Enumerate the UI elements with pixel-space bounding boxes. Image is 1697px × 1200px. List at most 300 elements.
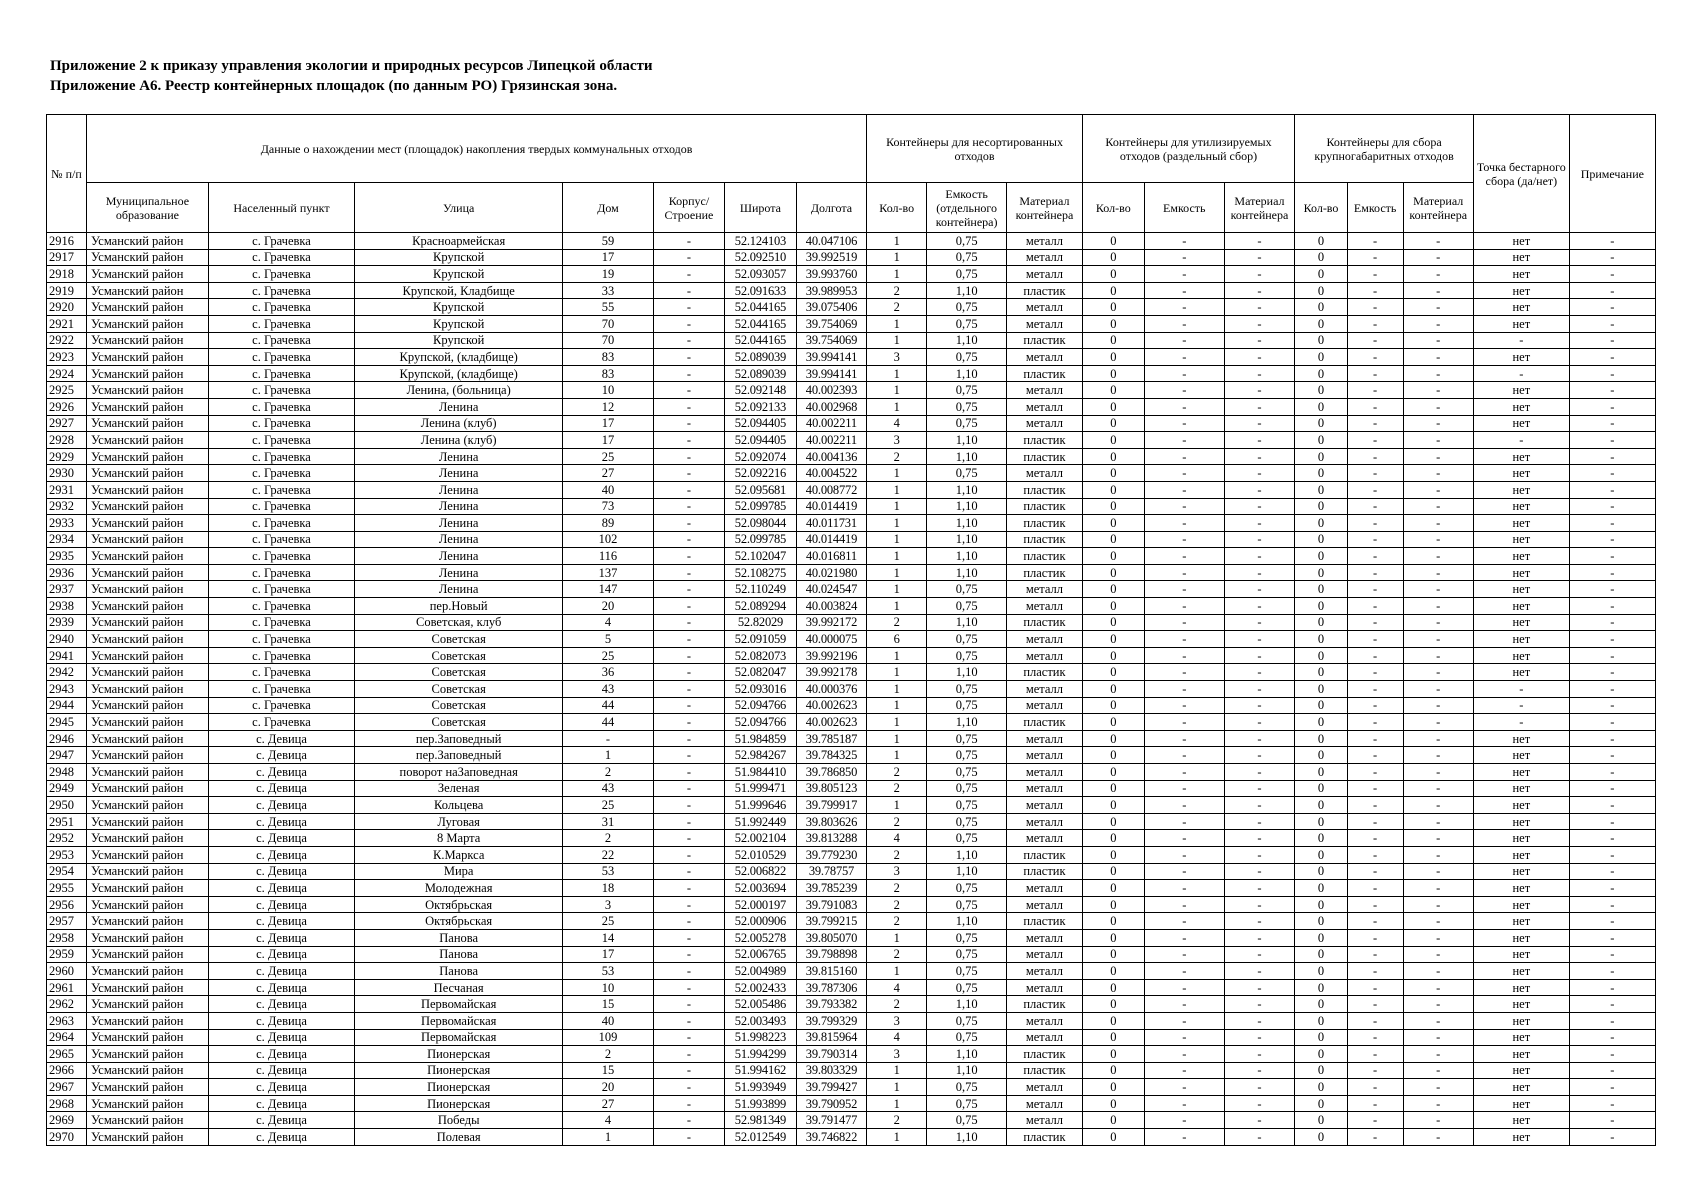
cell-bulky-material: - (1403, 830, 1473, 847)
cell-recycled-material: - (1224, 581, 1294, 598)
cell-house: 17 (563, 946, 653, 963)
cell-bagless-point: нет (1473, 498, 1569, 515)
cell-municipality: Усманский район (86, 498, 208, 515)
cell-settlement: с. Грачевка (208, 282, 354, 299)
cell-recycled-material: - (1224, 1079, 1294, 1096)
cell-bulky-material: - (1403, 315, 1473, 332)
cell-longitude: 39.815160 (796, 963, 867, 980)
header-bulky-capacity: Емкость (1347, 183, 1403, 233)
cell-municipality: Усманский район (86, 929, 208, 946)
cell-building: - (653, 365, 725, 382)
cell-row-num: 2934 (47, 531, 87, 548)
cell-note: - (1569, 764, 1655, 781)
table-row (47, 481, 1656, 498)
cell-latitude: 52.124103 (725, 233, 797, 250)
cell-bulky-capacity: - (1347, 315, 1403, 332)
cell-bulky-count: 0 (1295, 863, 1348, 880)
cell-bulky-count: 0 (1295, 481, 1348, 498)
cell-recycled-count: 0 (1082, 764, 1144, 781)
cell-recycled-capacity: - (1144, 1012, 1224, 1029)
cell-latitude: 52.099785 (725, 498, 797, 515)
cell-recycled-material: - (1224, 863, 1294, 880)
cell-recycled-count: 0 (1082, 498, 1144, 515)
cell-bulky-material: - (1403, 846, 1473, 863)
cell-note: - (1569, 465, 1655, 482)
cell-street: Победы (355, 1112, 563, 1129)
cell-bulky-count: 0 (1295, 714, 1348, 731)
cell-recycled-capacity: - (1144, 266, 1224, 283)
cell-settlement: с. Грачевка (208, 299, 354, 316)
cell-house: 1 (563, 1129, 653, 1146)
cell-unsorted-material: пластик (1007, 996, 1083, 1013)
cell-latitude: 52.044165 (725, 299, 797, 316)
cell-building: - (653, 880, 725, 897)
cell-settlement: с. Девица (208, 863, 354, 880)
cell-settlement: с. Грачевка (208, 581, 354, 598)
cell-bagless-point: - (1473, 681, 1569, 698)
cell-bulky-count: 0 (1295, 979, 1348, 996)
cell-unsorted-material: пластик (1007, 498, 1083, 515)
cell-unsorted-capacity: 0,75 (927, 880, 1007, 897)
cell-longitude: 40.002623 (796, 697, 867, 714)
cell-longitude: 39.754069 (796, 315, 867, 332)
cell-unsorted-count: 1 (867, 498, 927, 515)
table-row (47, 233, 1656, 250)
cell-latitude: 51.993949 (725, 1079, 797, 1096)
cell-recycled-count: 0 (1082, 714, 1144, 731)
cell-recycled-count: 0 (1082, 365, 1144, 382)
cell-municipality: Усманский район (86, 299, 208, 316)
cell-bulky-material: - (1403, 647, 1473, 664)
cell-municipality: Усманский район (86, 647, 208, 664)
table-row (47, 647, 1656, 664)
cell-house: 70 (563, 315, 653, 332)
cell-recycled-capacity: - (1144, 299, 1224, 316)
cell-house: 102 (563, 531, 653, 548)
cell-municipality: Усманский район (86, 564, 208, 581)
cell-bulky-material: - (1403, 233, 1473, 250)
cell-settlement: с. Грачевка (208, 614, 354, 631)
cell-recycled-count: 0 (1082, 515, 1144, 532)
cell-unsorted-count: 1 (867, 481, 927, 498)
cell-unsorted-capacity: 1,10 (927, 863, 1007, 880)
cell-longitude: 40.002623 (796, 714, 867, 731)
cell-street: пер.Новый (355, 598, 563, 615)
cell-latitude: 52.092216 (725, 465, 797, 482)
cell-bulky-material: - (1403, 1029, 1473, 1046)
cell-settlement: с. Грачевка (208, 714, 354, 731)
cell-bulky-material: - (1403, 631, 1473, 648)
cell-building: - (653, 913, 725, 930)
cell-recycled-material: - (1224, 714, 1294, 731)
cell-recycled-count: 0 (1082, 299, 1144, 316)
cell-recycled-capacity: - (1144, 697, 1224, 714)
table-row (47, 631, 1656, 648)
cell-recycled-capacity: - (1144, 531, 1224, 548)
table-row (47, 448, 1656, 465)
cell-street: Советская (355, 697, 563, 714)
cell-recycled-material: - (1224, 315, 1294, 332)
cell-unsorted-material: металл (1007, 1095, 1083, 1112)
cell-unsorted-capacity: 0,75 (927, 946, 1007, 963)
cell-bulky-material: - (1403, 863, 1473, 880)
cell-unsorted-count: 1 (867, 515, 927, 532)
cell-building: - (653, 797, 725, 814)
cell-note: - (1569, 382, 1655, 399)
cell-settlement: с. Грачевка (208, 548, 354, 565)
cell-street: Крупской (355, 266, 563, 283)
cell-bulky-material: - (1403, 515, 1473, 532)
cell-unsorted-capacity: 0,75 (927, 1029, 1007, 1046)
cell-row-num: 2920 (47, 299, 87, 316)
cell-recycled-count: 0 (1082, 448, 1144, 465)
cell-recycled-count: 0 (1082, 929, 1144, 946)
table-row (47, 664, 1656, 681)
cell-recycled-count: 0 (1082, 863, 1144, 880)
cell-settlement: с. Девица (208, 813, 354, 830)
cell-row-num: 2932 (47, 498, 87, 515)
cell-latitude: 51.999646 (725, 797, 797, 814)
cell-latitude: 52.082073 (725, 647, 797, 664)
cell-bagless-point: нет (1473, 614, 1569, 631)
cell-bagless-point: нет (1473, 448, 1569, 465)
cell-recycled-capacity: - (1144, 1046, 1224, 1063)
cell-row-num: 2924 (47, 365, 87, 382)
cell-house: 25 (563, 913, 653, 930)
cell-settlement: с. Грачевка (208, 349, 354, 366)
cell-municipality: Усманский район (86, 398, 208, 415)
cell-recycled-material: - (1224, 830, 1294, 847)
cell-longitude: 40.011731 (796, 515, 867, 532)
cell-street: Советская (355, 714, 563, 731)
table-row (47, 846, 1656, 863)
cell-recycled-material: - (1224, 880, 1294, 897)
cell-unsorted-count: 4 (867, 1029, 927, 1046)
cell-bulky-material: - (1403, 465, 1473, 482)
table-row (47, 1129, 1656, 1146)
cell-unsorted-count: 1 (867, 664, 927, 681)
document-title-block (50, 56, 653, 96)
cell-note: - (1569, 946, 1655, 963)
cell-house: 83 (563, 349, 653, 366)
cell-latitude: 52.089039 (725, 349, 797, 366)
table-row (47, 979, 1656, 996)
cell-unsorted-capacity: 0,75 (927, 780, 1007, 797)
cell-bagless-point: нет (1473, 1046, 1569, 1063)
cell-recycled-capacity: - (1144, 896, 1224, 913)
cell-building: - (653, 714, 725, 731)
header-unsorted-capacity: Емкость (отдельного контейнера) (927, 183, 1007, 233)
cell-bulky-capacity: - (1347, 531, 1403, 548)
cell-bulky-count: 0 (1295, 531, 1348, 548)
cell-note: - (1569, 697, 1655, 714)
cell-recycled-material: - (1224, 1112, 1294, 1129)
cell-house: 70 (563, 332, 653, 349)
cell-settlement: с. Грачевка (208, 432, 354, 449)
cell-unsorted-material: пластик (1007, 614, 1083, 631)
cell-row-num: 2943 (47, 681, 87, 698)
cell-recycled-material: - (1224, 498, 1294, 515)
cell-municipality: Усманский район (86, 1012, 208, 1029)
cell-bulky-count: 0 (1295, 299, 1348, 316)
cell-recycled-material: - (1224, 349, 1294, 366)
cell-settlement: с. Девица (208, 730, 354, 747)
cell-unsorted-capacity: 0,75 (927, 581, 1007, 598)
cell-municipality: Усманский район (86, 730, 208, 747)
cell-recycled-material: - (1224, 963, 1294, 980)
cell-note: - (1569, 996, 1655, 1013)
cell-recycled-count: 0 (1082, 631, 1144, 648)
cell-settlement: с. Девица (208, 780, 354, 797)
cell-bagless-point: нет (1473, 282, 1569, 299)
cell-longitude: 39.793382 (796, 996, 867, 1013)
cell-bagless-point: нет (1473, 266, 1569, 283)
cell-house: 19 (563, 266, 653, 283)
cell-bulky-capacity: - (1347, 564, 1403, 581)
cell-recycled-capacity: - (1144, 614, 1224, 631)
cell-bagless-point: - (1473, 697, 1569, 714)
cell-unsorted-material: пластик (1007, 282, 1083, 299)
cell-municipality: Усманский район (86, 996, 208, 1013)
cell-bulky-material: - (1403, 929, 1473, 946)
cell-bagless-point: нет (1473, 233, 1569, 250)
cell-bulky-capacity: - (1347, 863, 1403, 880)
cell-note: - (1569, 282, 1655, 299)
cell-unsorted-capacity: 0,75 (927, 249, 1007, 266)
cell-unsorted-count: 2 (867, 846, 927, 863)
cell-bagless-point: нет (1473, 963, 1569, 980)
header-location-group: Данные о нахождении мест (площадок) накопления твердых коммунальных отходов (86, 115, 866, 183)
cell-bulky-count: 0 (1295, 946, 1348, 963)
cell-street: К.Маркса (355, 846, 563, 863)
cell-bulky-count: 0 (1295, 1112, 1348, 1129)
cell-recycled-capacity: - (1144, 681, 1224, 698)
cell-municipality: Усманский район (86, 863, 208, 880)
cell-recycled-count: 0 (1082, 830, 1144, 847)
cell-settlement: с. Девица (208, 764, 354, 781)
cell-settlement: с. Грачевка (208, 233, 354, 250)
cell-bulky-capacity: - (1347, 349, 1403, 366)
cell-municipality: Усманский район (86, 465, 208, 482)
cell-building: - (653, 979, 725, 996)
table-row (47, 465, 1656, 482)
cell-unsorted-count: 3 (867, 863, 927, 880)
cell-longitude: 39.805070 (796, 929, 867, 946)
cell-recycled-count: 0 (1082, 1095, 1144, 1112)
cell-bulky-capacity: - (1347, 647, 1403, 664)
cell-bulky-capacity: - (1347, 780, 1403, 797)
cell-recycled-material: - (1224, 564, 1294, 581)
cell-building: - (653, 233, 725, 250)
cell-bagless-point: нет (1473, 515, 1569, 532)
cell-building: - (653, 1095, 725, 1112)
cell-row-num: 2959 (47, 946, 87, 963)
cell-unsorted-count: 3 (867, 1046, 927, 1063)
cell-note: - (1569, 797, 1655, 814)
cell-building: - (653, 730, 725, 747)
cell-recycled-capacity: - (1144, 880, 1224, 897)
cell-house: 73 (563, 498, 653, 515)
cell-note: - (1569, 747, 1655, 764)
cell-unsorted-material: пластик (1007, 1129, 1083, 1146)
cell-row-num: 2940 (47, 631, 87, 648)
cell-municipality: Усманский район (86, 266, 208, 283)
cell-bulky-material: - (1403, 249, 1473, 266)
cell-unsorted-capacity: 0,75 (927, 598, 1007, 615)
cell-street: 8 Марта (355, 830, 563, 847)
cell-unsorted-count: 1 (867, 548, 927, 565)
cell-latitude: 52.003694 (725, 880, 797, 897)
cell-latitude: 52.082047 (725, 664, 797, 681)
cell-house: 22 (563, 846, 653, 863)
table-row (47, 382, 1656, 399)
cell-street: Октябрьская (355, 913, 563, 930)
cell-bulky-capacity: - (1347, 929, 1403, 946)
cell-street: Луговая (355, 813, 563, 830)
cell-unsorted-capacity: 1,10 (927, 282, 1007, 299)
cell-recycled-count: 0 (1082, 1112, 1144, 1129)
cell-longitude: 40.004522 (796, 465, 867, 482)
cell-settlement: с. Грачевка (208, 315, 354, 332)
cell-bulky-count: 0 (1295, 996, 1348, 1013)
cell-latitude: 51.984859 (725, 730, 797, 747)
cell-bagless-point: нет (1473, 349, 1569, 366)
cell-note: - (1569, 299, 1655, 316)
cell-building: - (653, 946, 725, 963)
cell-latitude: 52.092510 (725, 249, 797, 266)
cell-unsorted-material: пластик (1007, 332, 1083, 349)
cell-latitude: 52.981349 (725, 1112, 797, 1129)
cell-bulky-capacity: - (1347, 979, 1403, 996)
cell-bulky-material: - (1403, 365, 1473, 382)
cell-building: - (653, 1046, 725, 1063)
cell-settlement: с. Девица (208, 1112, 354, 1129)
cell-settlement: с. Девица (208, 830, 354, 847)
cell-unsorted-count: 1 (867, 382, 927, 399)
cell-building: - (653, 1129, 725, 1146)
cell-bagless-point: нет (1473, 863, 1569, 880)
cell-latitude: 52.094405 (725, 415, 797, 432)
cell-unsorted-count: 1 (867, 929, 927, 946)
cell-bagless-point: нет (1473, 780, 1569, 797)
table-row (47, 880, 1656, 897)
cell-building: - (653, 299, 725, 316)
cell-bagless-point: нет (1473, 299, 1569, 316)
cell-bulky-count: 0 (1295, 398, 1348, 415)
cell-bulky-material: - (1403, 299, 1473, 316)
cell-row-num: 2964 (47, 1029, 87, 1046)
cell-recycled-capacity: - (1144, 332, 1224, 349)
cell-recycled-capacity: - (1144, 946, 1224, 963)
cell-bulky-capacity: - (1347, 432, 1403, 449)
cell-recycled-material: - (1224, 1062, 1294, 1079)
cell-bulky-capacity: - (1347, 697, 1403, 714)
cell-street: Крупской, (кладбище) (355, 349, 563, 366)
cell-unsorted-capacity: 1,10 (927, 548, 1007, 565)
cell-unsorted-material: металл (1007, 299, 1083, 316)
cell-bulky-capacity: - (1347, 1012, 1403, 1029)
cell-recycled-count: 0 (1082, 598, 1144, 615)
cell-note: - (1569, 963, 1655, 980)
cell-unsorted-capacity: 1,10 (927, 332, 1007, 349)
cell-bagless-point: нет (1473, 747, 1569, 764)
cell-house: 33 (563, 282, 653, 299)
cell-bulky-material: - (1403, 813, 1473, 830)
cell-latitude: 51.984410 (725, 764, 797, 781)
cell-bagless-point: нет (1473, 880, 1569, 897)
cell-house: 4 (563, 614, 653, 631)
cell-recycled-capacity: - (1144, 564, 1224, 581)
cell-note: - (1569, 448, 1655, 465)
cell-unsorted-material: металл (1007, 896, 1083, 913)
cell-bulky-material: - (1403, 681, 1473, 698)
cell-settlement: с. Грачевка (208, 515, 354, 532)
table-header (47, 115, 1656, 233)
cell-building: - (653, 531, 725, 548)
cell-latitude: 51.998223 (725, 1029, 797, 1046)
cell-building: - (653, 481, 725, 498)
cell-bulky-count: 0 (1295, 332, 1348, 349)
cell-unsorted-count: 1 (867, 465, 927, 482)
table-row (47, 581, 1656, 598)
cell-unsorted-capacity: 0,75 (927, 979, 1007, 996)
cell-longitude: 39.799215 (796, 913, 867, 930)
cell-settlement: с. Девица (208, 913, 354, 930)
cell-note: - (1569, 647, 1655, 664)
cell-unsorted-material: металл (1007, 797, 1083, 814)
cell-recycled-material: - (1224, 979, 1294, 996)
cell-unsorted-count: 2 (867, 880, 927, 897)
cell-settlement: с. Девица (208, 747, 354, 764)
cell-unsorted-capacity: 1,10 (927, 913, 1007, 930)
table-row (47, 548, 1656, 565)
cell-building: - (653, 664, 725, 681)
cell-house: 17 (563, 432, 653, 449)
cell-recycled-capacity: - (1144, 398, 1224, 415)
cell-longitude: 39.815964 (796, 1029, 867, 1046)
cell-row-num: 2939 (47, 614, 87, 631)
cell-recycled-material: - (1224, 465, 1294, 482)
cell-unsorted-count: 2 (867, 780, 927, 797)
cell-latitude: 52.099785 (725, 531, 797, 548)
cell-unsorted-capacity: 0,75 (927, 631, 1007, 648)
cell-unsorted-count: 1 (867, 531, 927, 548)
cell-bulky-material: - (1403, 1046, 1473, 1063)
cell-longitude: 39.791083 (796, 896, 867, 913)
cell-building: - (653, 863, 725, 880)
cell-municipality: Усманский район (86, 249, 208, 266)
cell-building: - (653, 581, 725, 598)
cell-recycled-count: 0 (1082, 846, 1144, 863)
cell-house: 36 (563, 664, 653, 681)
cell-recycled-material: - (1224, 929, 1294, 946)
cell-building: - (653, 598, 725, 615)
cell-unsorted-material: металл (1007, 249, 1083, 266)
cell-bulky-count: 0 (1295, 349, 1348, 366)
cell-unsorted-capacity: 0,75 (927, 647, 1007, 664)
cell-unsorted-count: 2 (867, 946, 927, 963)
cell-recycled-count: 0 (1082, 896, 1144, 913)
cell-bagless-point: - (1473, 365, 1569, 382)
cell-recycled-material: - (1224, 415, 1294, 432)
cell-street: Советская (355, 647, 563, 664)
cell-settlement: с. Девица (208, 979, 354, 996)
cell-bulky-capacity: - (1347, 714, 1403, 731)
cell-unsorted-material: металл (1007, 979, 1083, 996)
cell-municipality: Усманский район (86, 1112, 208, 1129)
cell-building: - (653, 332, 725, 349)
cell-recycled-capacity: - (1144, 813, 1224, 830)
